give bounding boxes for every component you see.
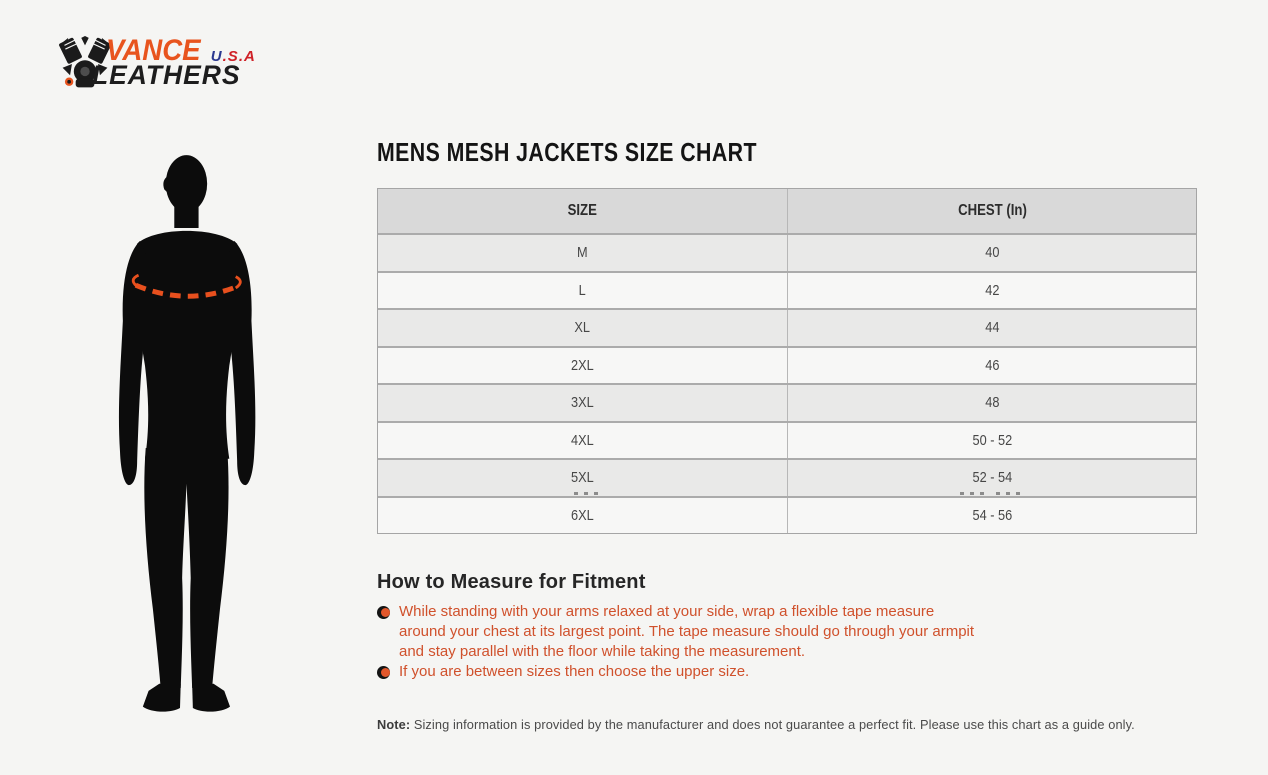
size-cell: M — [378, 235, 788, 271]
table-row — [378, 233, 1196, 271]
brand-name-vance: VANCE — [106, 34, 201, 67]
eclipse-bullet-icon — [377, 606, 390, 619]
table-row — [378, 421, 1196, 459]
instruction-text: While standing with your arms relaxed at your side, wrap a flexible tape measure around your chest at its largest point. The tape measure should go through your armpit and stay parallel with the floor while taking the measurement. — [399, 603, 975, 660]
chest-cell: 52 - 54 — [972, 469, 1012, 487]
brand-wordmark — [92, 34, 256, 90]
clipped-row-artifact — [574, 492, 600, 495]
chest-cell: 42 — [984, 281, 1000, 299]
table-row — [378, 458, 1196, 496]
brand-name-leathers: LEATHERS — [92, 60, 241, 90]
disclaimer-note — [377, 717, 1207, 732]
size-cell: 5XL — [378, 460, 788, 496]
brand-logo[interactable] — [56, 36, 256, 92]
size-cell: L — [378, 273, 788, 309]
table-row — [378, 383, 1196, 421]
column-header-size: SIZE — [378, 189, 788, 233]
measure-instructions-list — [377, 602, 989, 682]
chest-cell: 40 — [984, 244, 1000, 262]
note-text: Sizing information is provided by the manufacturer and does not guarantee a perfect fit. Please use this chart as a guide only. — [410, 717, 1135, 732]
size-cell: XL — [378, 310, 788, 346]
size-chart-table — [377, 188, 1197, 534]
chest-cell: 50 - 52 — [972, 431, 1012, 449]
clipped-row-artifact — [960, 492, 986, 495]
chest-cell: 54 - 56 — [972, 506, 1012, 524]
size-cell: 6XL — [378, 498, 788, 534]
chest-cell: 46 — [984, 356, 1000, 374]
table-row — [378, 496, 1196, 534]
table-row — [378, 346, 1196, 384]
male-silhouette-svg — [92, 148, 278, 748]
table-row — [378, 271, 1196, 309]
column-header-chest: CHEST (In) — [957, 202, 1027, 219]
clipped-row-artifact — [996, 492, 1022, 495]
male-silhouette — [92, 148, 278, 748]
list-item — [377, 602, 989, 662]
instruction-text: If you are between sizes then choose the upper size. — [399, 663, 750, 680]
size-cell: 2XL — [378, 348, 788, 384]
list-item — [377, 662, 989, 682]
note-label: Note: — [377, 717, 411, 732]
table-header-row — [378, 189, 1196, 233]
brand-name-usa: U.S.A — [210, 48, 256, 65]
measure-section-heading: How to Measure for Fitment — [377, 571, 646, 593]
table-row — [378, 308, 1196, 346]
page-title: MENS MESH JACKETS SIZE CHART — [377, 137, 757, 167]
chest-cell: 48 — [984, 394, 1000, 412]
size-cell: 3XL — [378, 385, 788, 421]
eclipse-bullet-icon — [377, 666, 390, 679]
size-cell: 4XL — [378, 423, 788, 459]
chest-cell: 44 — [984, 319, 1000, 337]
